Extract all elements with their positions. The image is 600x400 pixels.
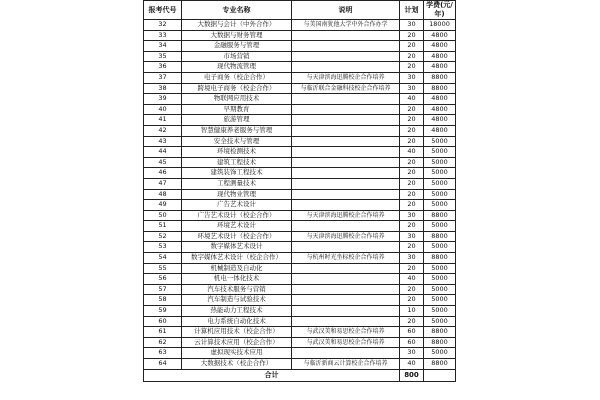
cell-note: 与临沂联合金融科技校企合作培养 [292, 83, 400, 94]
cell-code: 33 [144, 30, 182, 41]
cell-code: 38 [144, 83, 182, 94]
cell-fee: 5000 [424, 189, 456, 200]
total-row [144, 369, 456, 381]
cell-major: 电力系统自动化技术 [182, 316, 292, 327]
cell-plan: 20 [400, 30, 424, 41]
table-row [144, 94, 456, 105]
cell-plan: 30 [400, 253, 424, 264]
cell-plan: 30 [400, 348, 424, 359]
cell-fee: 5000 [424, 157, 456, 168]
table-row [144, 83, 456, 94]
cell-code: 34 [144, 41, 182, 52]
cell-plan: 60 [400, 327, 424, 338]
cell-code: 62 [144, 337, 182, 348]
cell-fee: 5000 [424, 348, 456, 359]
cell-fee: 4800 [424, 125, 456, 136]
cell-note [292, 274, 400, 285]
cell-major: 现代物业管理 [182, 189, 292, 200]
cell-code: 32 [144, 20, 182, 31]
table-row [144, 30, 456, 41]
cell-note [292, 94, 400, 105]
table-row [144, 168, 456, 179]
table-row [144, 221, 456, 232]
cell-fee: 4800 [424, 51, 456, 62]
cell-major: 电子商务（校企合作） [182, 72, 292, 83]
header-code: 报考代号 [144, 1, 182, 20]
table-row [144, 147, 456, 158]
cell-code: 58 [144, 295, 182, 306]
table-row [144, 136, 456, 147]
cell-major: 早期教育 [182, 104, 292, 115]
cell-code: 49 [144, 200, 182, 211]
cell-major: 建筑装饰工程技术 [182, 168, 292, 179]
cell-fee: 8800 [424, 210, 456, 221]
table-header-row [144, 1, 456, 20]
cell-major: 建筑工程技术 [182, 157, 292, 168]
cell-note: 与美国南犹他大学中外合作办学 [292, 20, 400, 31]
header-plan: 计划 [400, 1, 424, 20]
header-major: 专业名称 [182, 1, 292, 20]
cell-note [292, 200, 400, 211]
cell-major: 跨境电子商务（校企合作） [182, 83, 292, 94]
cell-major: 数字媒体艺术设计（校企合作） [182, 253, 292, 264]
cell-plan: 20 [400, 62, 424, 73]
cell-major: 市场营销 [182, 51, 292, 62]
cell-note: 与天津滨海迅腾校企合作培养 [292, 210, 400, 221]
table-row [144, 274, 456, 285]
cell-plan: 20 [400, 157, 424, 168]
cell-major: 机电一体化技术 [182, 274, 292, 285]
cell-plan: 30 [400, 231, 424, 242]
cell-note: 与天津滨海迅腾校企合作培养 [292, 231, 400, 242]
cell-note [292, 316, 400, 327]
cell-plan: 40 [400, 274, 424, 285]
admission-plan-table-page [143, 0, 455, 400]
cell-plan: 60 [400, 337, 424, 348]
cell-fee: 4800 [424, 115, 456, 126]
cell-note [292, 41, 400, 52]
cell-note [292, 306, 400, 317]
cell-note [292, 125, 400, 136]
cell-plan: 40 [400, 94, 424, 105]
cell-fee: 8800 [424, 253, 456, 264]
cell-plan: 20 [400, 284, 424, 295]
table-row [144, 178, 456, 189]
table-row [144, 200, 456, 211]
table-row [144, 115, 456, 126]
cell-major: 广告艺术设计（校企合作） [182, 210, 292, 221]
cell-plan: 20 [400, 104, 424, 115]
cell-note [292, 62, 400, 73]
cell-code: 42 [144, 125, 182, 136]
cell-note [292, 348, 400, 359]
table-row [144, 51, 456, 62]
cell-plan: 20 [400, 115, 424, 126]
cell-code: 44 [144, 147, 182, 158]
table-row [144, 125, 456, 136]
cell-major: 虚拟现实技术应用 [182, 348, 292, 359]
cell-plan: 20 [400, 168, 424, 179]
table-row [144, 210, 456, 221]
table-row [144, 231, 456, 242]
table-row [144, 189, 456, 200]
table-row [144, 327, 456, 338]
cell-plan: 30 [400, 72, 424, 83]
cell-code: 36 [144, 62, 182, 73]
cell-plan: 20 [400, 189, 424, 200]
table-row [144, 253, 456, 264]
cell-major: 环境艺术设计 [182, 221, 292, 232]
cell-note [292, 147, 400, 158]
cell-fee: 8800 [424, 327, 456, 338]
cell-major: 物联网应用技术 [182, 94, 292, 105]
cell-major: 热能动力工程技术 [182, 306, 292, 317]
table-row [144, 337, 456, 348]
cell-note [292, 189, 400, 200]
cell-code: 35 [144, 51, 182, 62]
cell-note [292, 284, 400, 295]
table-row [144, 157, 456, 168]
cell-major: 汽车技术服务与营销 [182, 284, 292, 295]
cell-fee: 5000 [424, 242, 456, 253]
cell-code: 52 [144, 231, 182, 242]
table-row [144, 295, 456, 306]
cell-major: 智慧健康养老服务与管理 [182, 125, 292, 136]
cell-plan: 20 [400, 200, 424, 211]
cell-major: 现代物流管理 [182, 62, 292, 73]
cell-code: 61 [144, 327, 182, 338]
table-row [144, 104, 456, 115]
table-row [144, 306, 456, 317]
cell-major: 金融服务与管理 [182, 41, 292, 52]
cell-major: 数字媒体艺术设计 [182, 242, 292, 253]
admission-plan-table [143, 0, 456, 382]
cell-major: 大数据与会计（中外合作） [182, 20, 292, 31]
cell-note [292, 242, 400, 253]
cell-code: 45 [144, 157, 182, 168]
table-row [144, 62, 456, 73]
cell-fee: 5000 [424, 306, 456, 317]
cell-plan: 20 [400, 242, 424, 253]
cell-major: 大数据与财务管理 [182, 30, 292, 41]
cell-fee: 8800 [424, 359, 456, 370]
cell-code: 54 [144, 253, 182, 264]
cell-major: 汽车制造与试验技术 [182, 295, 292, 306]
total-label: 合计 [144, 369, 400, 381]
cell-note: 与临沂新商云计算校企合作培养 [292, 359, 400, 370]
cell-fee: 5000 [424, 147, 456, 158]
cell-note: 与天津滨海迅腾校企合作培养 [292, 72, 400, 83]
cell-fee: 5000 [424, 263, 456, 274]
cell-code: 53 [144, 242, 182, 253]
table-row [144, 242, 456, 253]
cell-plan: 20 [400, 295, 424, 306]
cell-fee: 4800 [424, 62, 456, 73]
cell-major: 安全技术与管理 [182, 136, 292, 147]
cell-fee: 8800 [424, 231, 456, 242]
cell-plan: 40 [400, 359, 424, 370]
header-note: 说明 [292, 1, 400, 20]
total-fee-empty [424, 369, 456, 381]
cell-note [292, 295, 400, 306]
cell-code: 47 [144, 178, 182, 189]
table-row [144, 348, 456, 359]
cell-fee: 5000 [424, 274, 456, 285]
cell-note [292, 178, 400, 189]
cell-major: 环境检测技术 [182, 147, 292, 158]
cell-plan: 30 [400, 20, 424, 31]
table-row [144, 20, 456, 31]
cell-plan: 30 [400, 83, 424, 94]
cell-fee: 5000 [424, 284, 456, 295]
cell-note: 与武汉美和易思校企合作培养 [292, 327, 400, 338]
cell-fee: 5000 [424, 168, 456, 179]
cell-code: 64 [144, 359, 182, 370]
table-row [144, 72, 456, 83]
cell-fee: 5000 [424, 200, 456, 211]
cell-code: 37 [144, 72, 182, 83]
cell-plan: 20 [400, 178, 424, 189]
cell-plan: 20 [400, 316, 424, 327]
cell-note [292, 157, 400, 168]
table-row [144, 263, 456, 274]
cell-fee: 5000 [424, 221, 456, 232]
cell-code: 46 [144, 168, 182, 179]
total-plan: 800 [400, 369, 424, 381]
cell-major: 大数据技术（校企合作） [182, 359, 292, 370]
cell-note [292, 168, 400, 179]
cell-code: 63 [144, 348, 182, 359]
table-row [144, 316, 456, 327]
header-fee: 学费(元/年) [424, 1, 456, 20]
table-row [144, 284, 456, 295]
cell-fee: 5000 [424, 295, 456, 306]
cell-fee: 5000 [424, 178, 456, 189]
cell-code: 59 [144, 306, 182, 317]
cell-major: 计算机应用技术（校企合作） [182, 327, 292, 338]
cell-plan: 20 [400, 221, 424, 232]
cell-code: 41 [144, 115, 182, 126]
cell-fee: 4800 [424, 41, 456, 52]
cell-plan: 20 [400, 263, 424, 274]
cell-major: 旅游管理 [182, 115, 292, 126]
cell-note [292, 263, 400, 274]
cell-fee: 4800 [424, 30, 456, 41]
cell-code: 39 [144, 94, 182, 105]
cell-fee: 18000 [424, 20, 456, 31]
cell-major: 机械制造及自动化 [182, 263, 292, 274]
cell-code: 60 [144, 316, 182, 327]
cell-note [292, 136, 400, 147]
cell-fee: 4800 [424, 94, 456, 105]
table-row [144, 41, 456, 52]
cell-note [292, 221, 400, 232]
cell-note [292, 115, 400, 126]
cell-note [292, 30, 400, 41]
cell-plan: 20 [400, 51, 424, 62]
cell-plan: 20 [400, 41, 424, 52]
cell-fee: 5000 [424, 316, 456, 327]
cell-plan: 40 [400, 147, 424, 158]
cell-note: 与杭州时光坐标校企合作培养 [292, 253, 400, 264]
cell-code: 40 [144, 104, 182, 115]
cell-fee: 8800 [424, 337, 456, 348]
cell-code: 48 [144, 189, 182, 200]
cell-major: 广告艺术设计 [182, 200, 292, 211]
cell-code: 50 [144, 210, 182, 221]
cell-plan: 30 [400, 210, 424, 221]
cell-code: 51 [144, 221, 182, 232]
cell-code: 43 [144, 136, 182, 147]
cell-plan: 20 [400, 136, 424, 147]
table-body [144, 20, 456, 370]
cell-major: 云计算技术应用（校企合作） [182, 337, 292, 348]
cell-code: 55 [144, 263, 182, 274]
cell-note: 与武汉美和易思校企合作培养 [292, 337, 400, 348]
table-row [144, 359, 456, 370]
cell-note [292, 51, 400, 62]
cell-plan: 20 [400, 125, 424, 136]
cell-fee: 8800 [424, 72, 456, 83]
cell-major: 环境艺术设计（校企合作） [182, 231, 292, 242]
cell-fee: 4800 [424, 104, 456, 115]
cell-code: 57 [144, 284, 182, 295]
cell-fee: 5000 [424, 136, 456, 147]
cell-code: 56 [144, 274, 182, 285]
cell-major: 工程测量技术 [182, 178, 292, 189]
cell-plan: 10 [400, 306, 424, 317]
cell-fee: 8800 [424, 83, 456, 94]
cell-note [292, 104, 400, 115]
